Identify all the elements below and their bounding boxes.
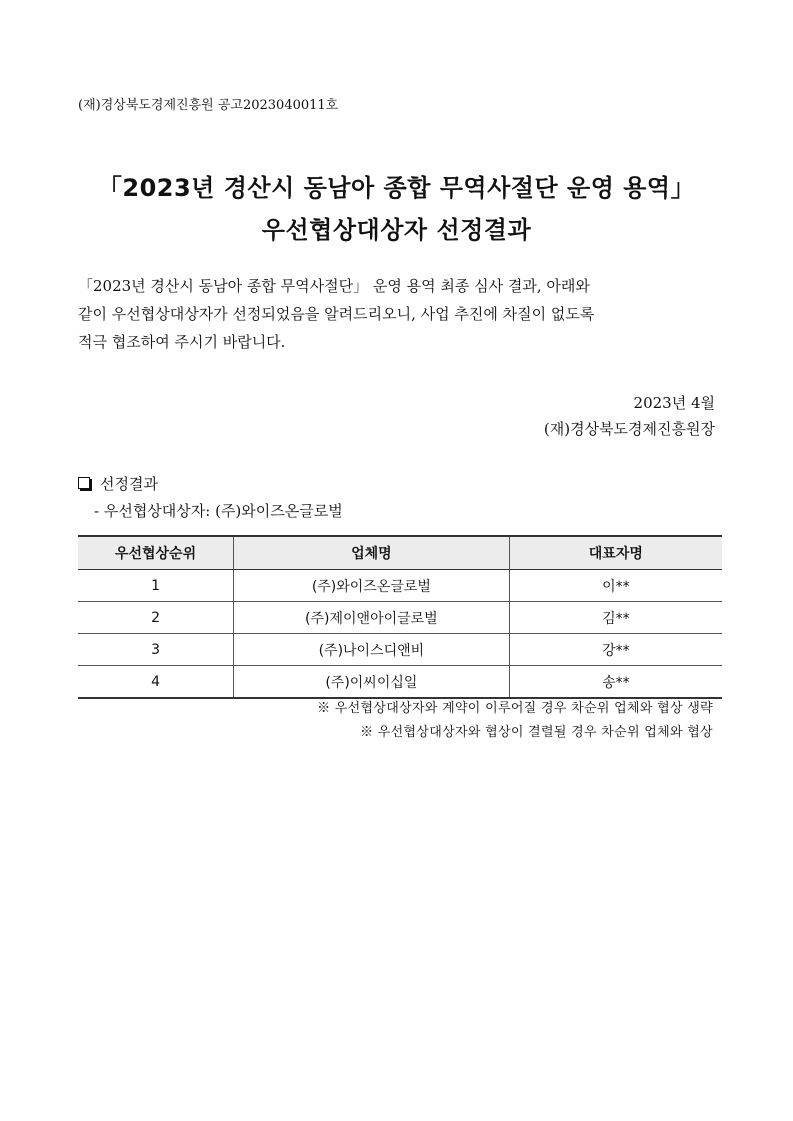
- issuer-name: (재)경상북도경제진흥원장: [543, 420, 715, 438]
- checkbox-square-icon: [78, 477, 90, 489]
- cell-rank: 4: [78, 666, 234, 699]
- table-row: [78, 602, 722, 634]
- cell-representative: 송**: [509, 666, 722, 699]
- results-table: [78, 535, 722, 699]
- table-row: [78, 666, 722, 699]
- document-title-line2: 우선협상대상자 선정결과: [261, 216, 532, 244]
- cell-representative: 이**: [509, 570, 722, 602]
- cell-company: (주)나이스디앤비: [234, 634, 510, 666]
- cell-rank: 2: [78, 602, 234, 634]
- cell-representative: 김**: [509, 602, 722, 634]
- header-rank: 우선협상순위: [78, 536, 234, 570]
- table-row: [78, 634, 722, 666]
- table-header-row: [78, 536, 722, 570]
- cell-rank: 1: [78, 570, 234, 602]
- body-paragraph: [78, 272, 715, 356]
- footnote-1: ※ 우선협상대상자와 계약이 이루어질 경우 차순위 업체와 협상 생략: [317, 701, 713, 716]
- selected-bidder-line: - 우선협상대상자: (주)와이즈온글로벌: [94, 502, 343, 520]
- body-line-3: 적극 협조하여 주시기 바랍니다.: [78, 333, 286, 351]
- cell-company: (주)이씨이십일: [234, 666, 510, 699]
- section-heading: [78, 473, 158, 494]
- body-line-1: 「2023년 경산시 동남아 종합 무역사절단」 운영 용역 최종 심사 결과, 아래와: [78, 277, 590, 295]
- table-row: [78, 570, 722, 602]
- document-title-line1: 「2023년 경산시 동남아 종합 무역사절단 운영 용역」: [97, 174, 696, 202]
- section-title: 선정결과: [100, 475, 158, 493]
- cell-representative: 강**: [509, 634, 722, 666]
- footnote-2: ※ 우선협상대상자와 협상이 결렬될 경우 차순위 업체와 협상: [360, 725, 713, 740]
- header-representative: 대표자명: [509, 536, 722, 570]
- cell-company: (주)제이앤아이글로벌: [234, 602, 510, 634]
- notice-number: (재)경상북도경제진흥원 공고2023040011호: [78, 98, 339, 113]
- cell-company: (주)와이즈온글로벌: [234, 570, 510, 602]
- cell-rank: 3: [78, 634, 234, 666]
- announcement-date: 2023년 4월: [633, 394, 715, 412]
- body-line-2: 같이 우선협상대상자가 선정되었음을 알려드리오니, 사업 추진에 차질이 없도록: [78, 305, 595, 323]
- header-company: 업체명: [234, 536, 510, 570]
